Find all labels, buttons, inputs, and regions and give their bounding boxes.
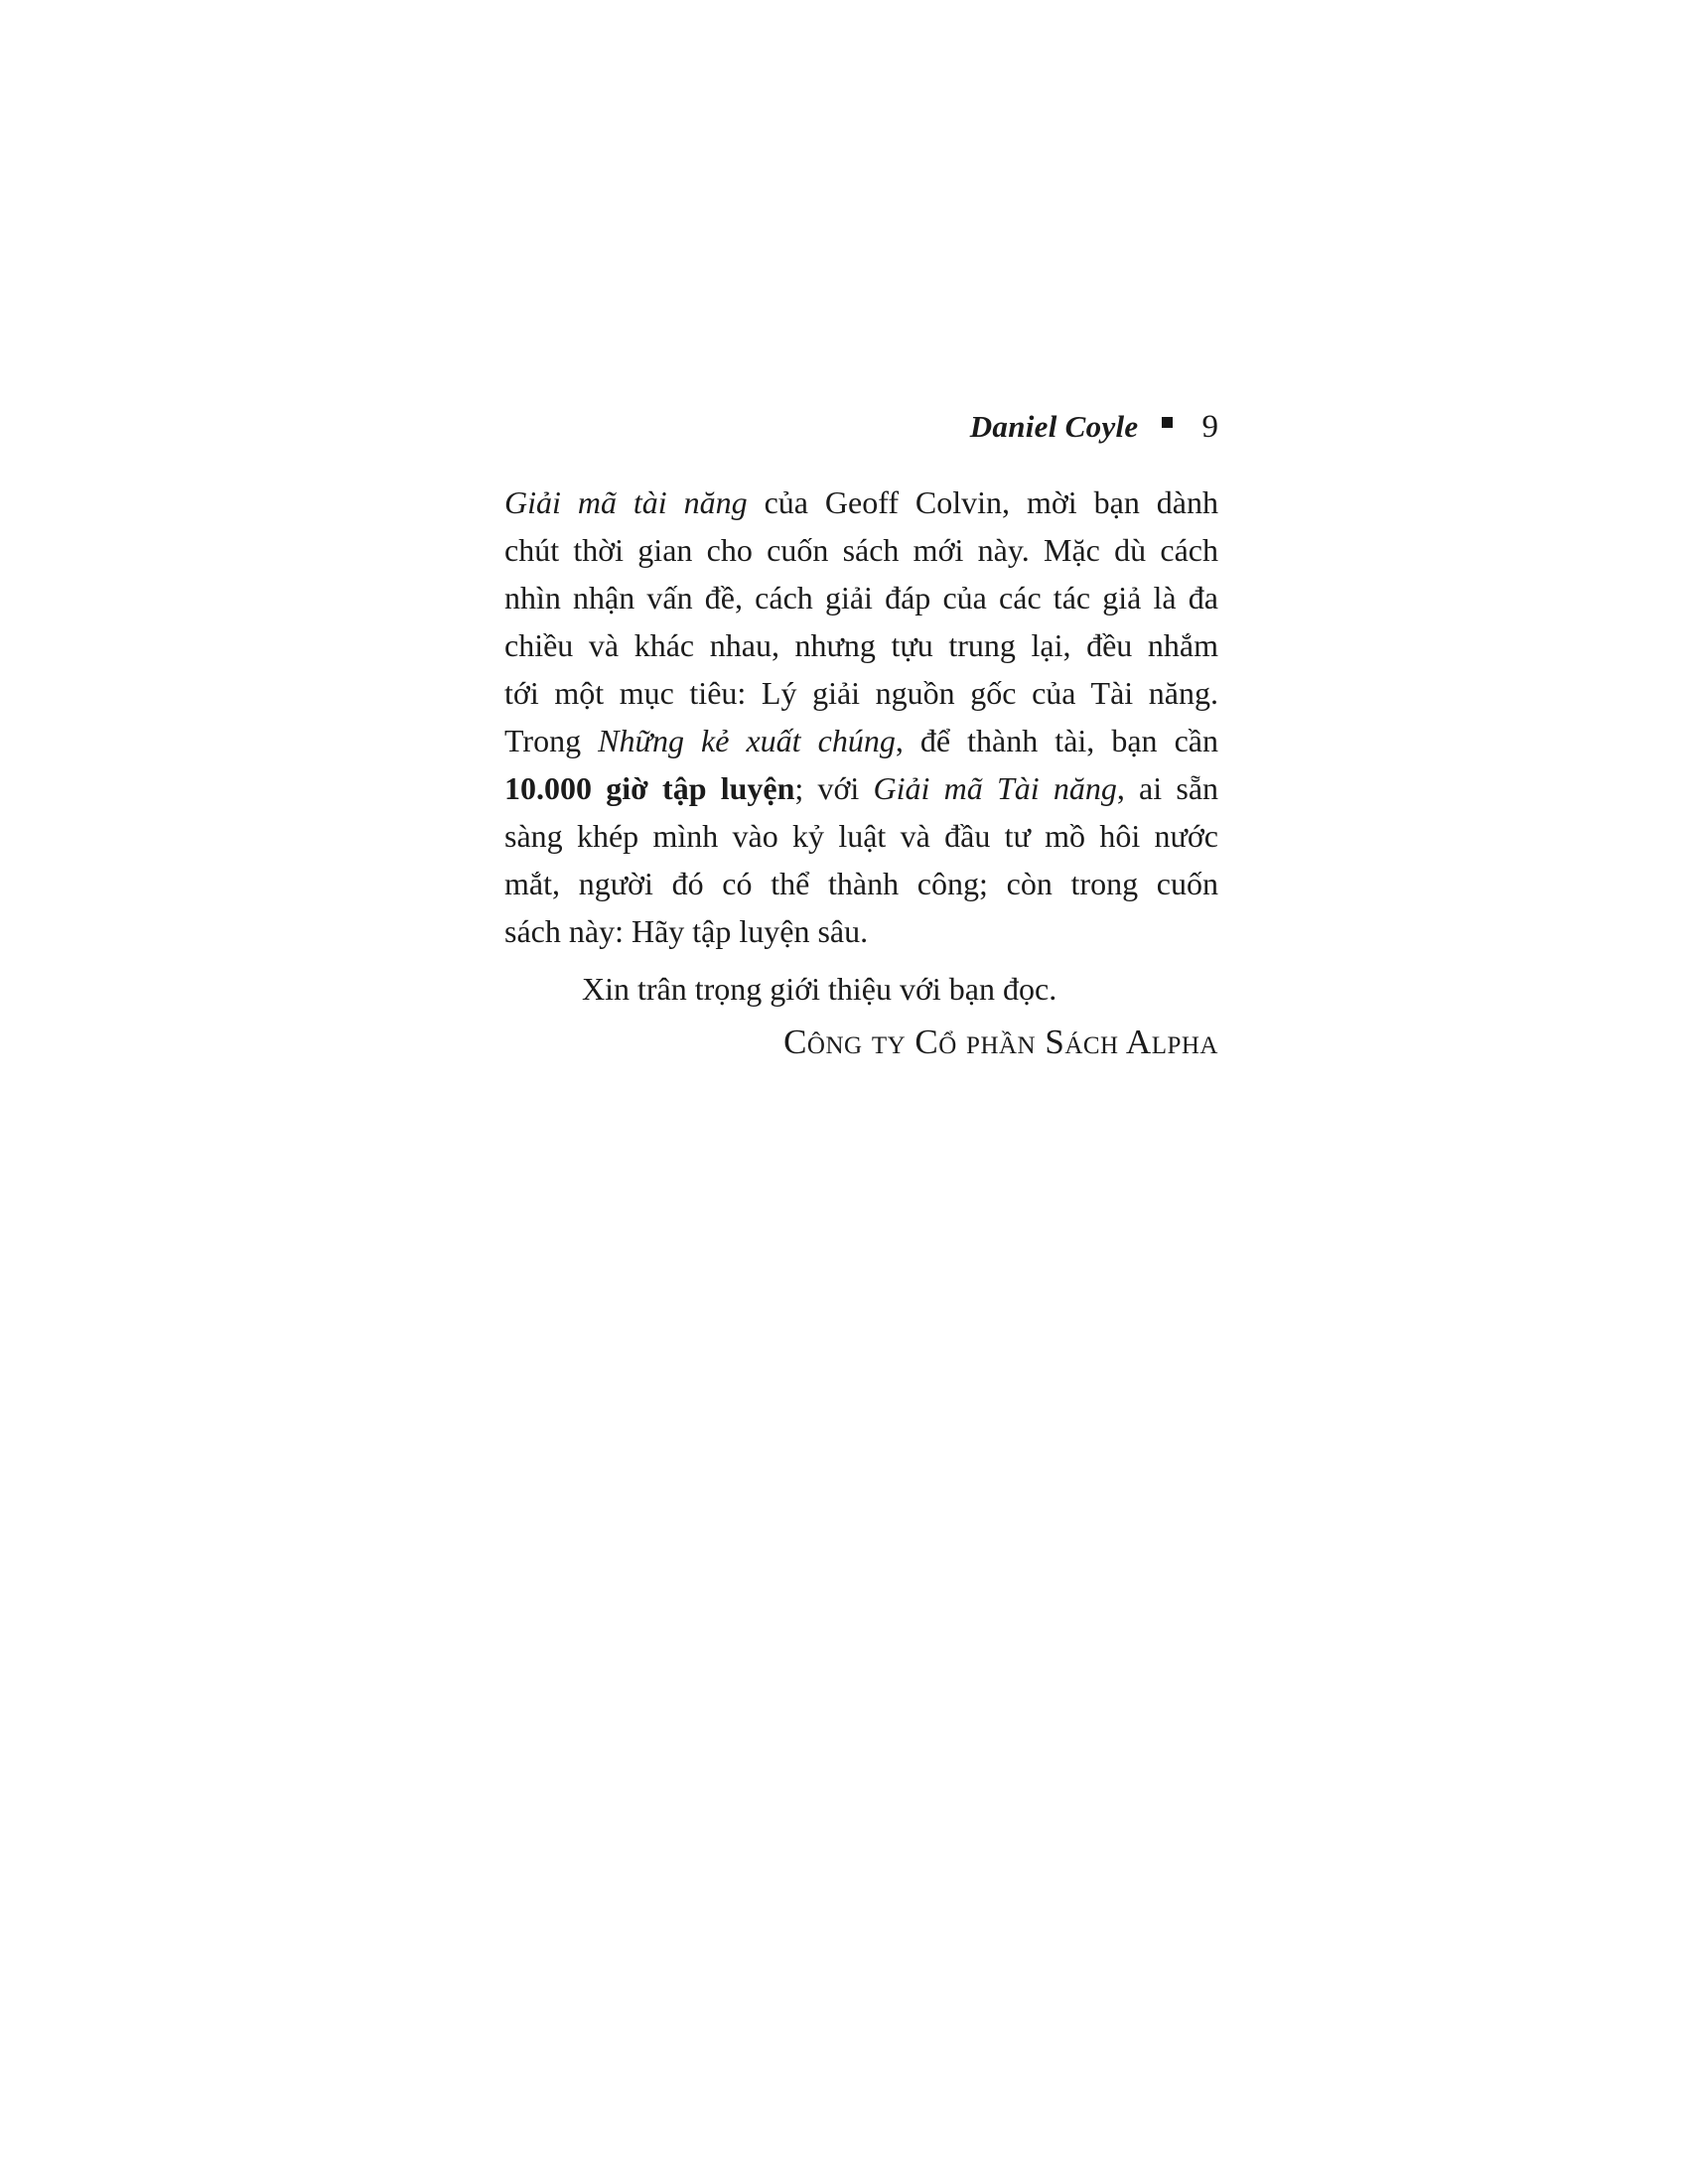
book-title-italic: Giải mã tài năng [504,484,748,520]
square-bullet-icon [1162,417,1173,428]
body-text: sàng khép mình vào kỷ luật và đầu tư mồ hôi nước [504,818,1218,854]
body-text: mắt, người đó có thể thành công; còn trong cuốn [504,866,1218,901]
text-line [504,860,1218,907]
body-text: ; với [794,770,874,806]
body-text: nhìn nhận vấn đề, cách giải đáp của các tác giả là đa [504,580,1218,615]
closing-line [504,965,1218,1013]
publisher-name: Công ty Cổ phần Sách Alpha [783,1023,1218,1061]
body-text: , ai sẵn [1116,770,1219,806]
text-line [504,526,1218,574]
author-name: Daniel Coyle [969,409,1139,444]
body-text: tới một mục tiêu: Lý giải nguồn gốc của Tài năng. [504,675,1218,711]
body-text: sách này: Hãy tập luyện sâu. [504,913,869,949]
body-text: , để thành tài, bạn cần [895,723,1219,758]
text-line [504,717,1218,764]
book-title-italic: Giải mã Tài năng [873,770,1117,806]
body-text: chiều và khác nhau, nhưng tựu trung lại, đều nhắm [504,627,1218,663]
body-text: chút thời gian cho cuốn sách mới này. Mặc dù cách [504,532,1218,568]
text-line [504,621,1218,669]
running-header [504,403,1218,451]
emphasis-bold: 10.000 giờ tập luyện [504,770,795,806]
page-body [504,478,1218,1066]
body-text: Trong [504,723,599,758]
publisher-signature [504,1019,1218,1066]
text-line [504,478,1218,526]
text-line [504,764,1218,812]
text-line [504,812,1218,860]
page-number: 9 [1201,409,1218,445]
body-text: Xin trân trọng giới thiệu với bạn đọc. [582,971,1057,1007]
text-line [504,669,1218,717]
book-title-italic: Những kẻ xuất chúng [598,723,896,758]
body-text: của Geoff Colvin, mời bạn dành [747,484,1219,520]
text-line [504,907,1218,955]
text-line [504,574,1218,621]
